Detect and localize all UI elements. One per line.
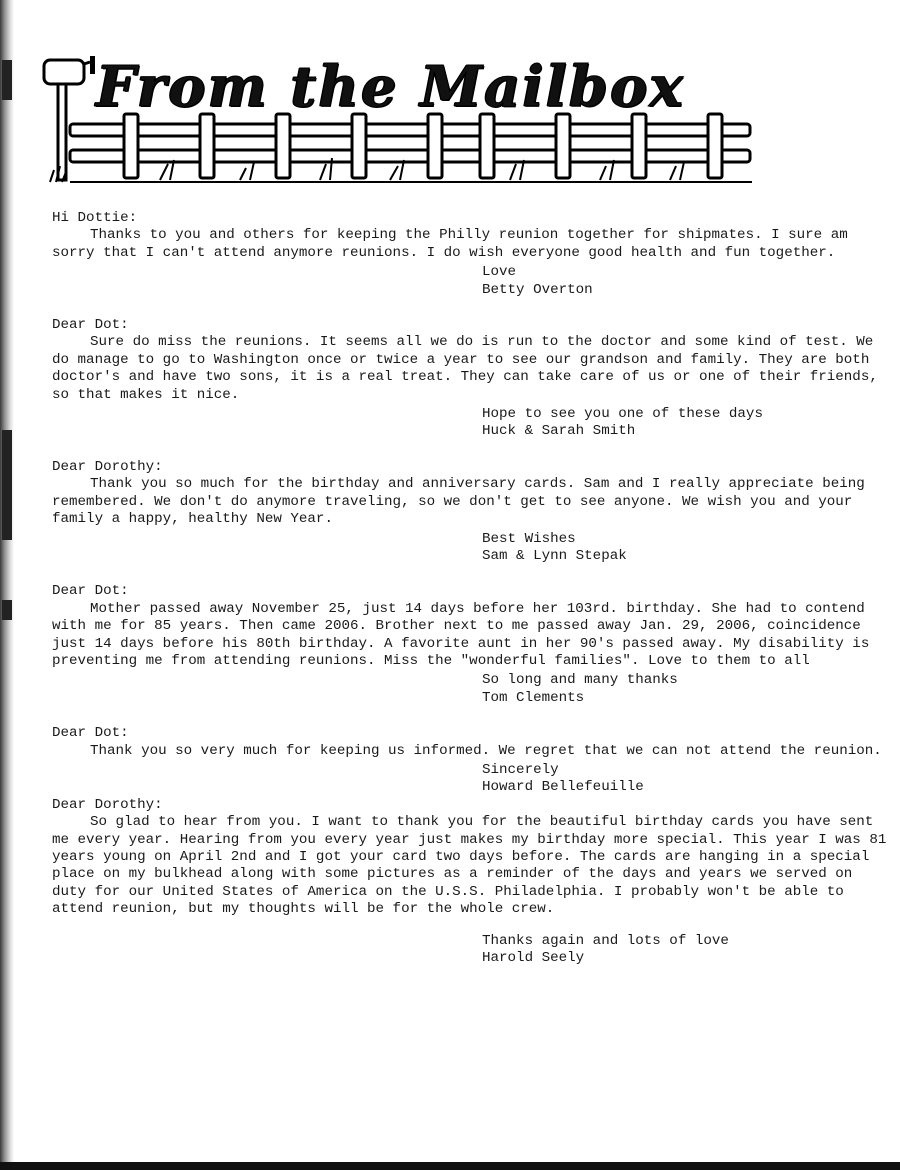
letter-closing-block [482,762,892,797]
letter-salutation: Dear Dorothy: [52,458,163,475]
masthead [40,52,760,192]
letter-salutation: Hi Dottie: [52,210,138,226]
letters-column [52,210,892,967]
letter-signature: Huck & Sarah Smith [482,423,636,440]
binding-mark [2,430,12,540]
letter [52,797,892,968]
letter-closing-block [482,406,892,441]
page-bottom-edge [0,1162,900,1170]
letter-salutation: Dear Dot: [52,317,129,334]
letter-signature: Howard Bellefeuille [482,779,644,796]
letter-body: Thanks to you and others for keeping the Philly reunion together for shipmates. I sure am sorry that I can't attend anymore reunions. I do wish everyone good health and fun together. [52,227,848,261]
binding-mark [2,600,12,620]
letter [52,210,892,299]
letter-body: So glad to hear from you. I want to thank you for the beautiful birthday cards you have sent me every year. Hearing from you every year just makes my birthday more special. This year I was 81 years young on April 2nd and I got your card two days before. The cards are hanging in a special place on my bulkhead along with some pictures as a reminder of the days and years we served on duty for our United States of America on the U.S.S. Philadelphia. I probably won't be able to attend reunion, but my thoughts will be for the whole crew. [52,814,887,918]
letter [52,317,892,441]
page-title: From the Mailbox [96,54,685,120]
letter-closing: Best Wishes [482,530,576,547]
letter [52,725,892,797]
letter-body: Sure do miss the reunions. It seems all we do is run to the doctor and some kind of test. We do manage to go to Washington once or twice a year to see our grandson and family. They are both doctor's and have two sons, it is a real treat. They can take care of us or one of their friends, so that makes it nice. [52,334,878,403]
letter-signature: Betty Overton [482,281,593,298]
letter-closing: Hope to see you one of these days [482,406,763,423]
letter-closing: Love [482,264,517,281]
letter-closing-block [482,264,892,299]
letter [52,459,892,565]
letter-signature: Sam & Lynn Stepak [482,547,627,564]
letter-closing-block [482,672,892,707]
letter-salutation: Dear Dot: [52,583,129,600]
letter-body: Mother passed away November 25, just 14 days before her 103rd. birthday. She had to contend with me for 85 years. Then came 2006. Brother next to me passed away Jan. 29, 2006, coincidence just 14 days before his 80th birthday. A favorite aunt in her 90's passed away. My disability is preventing me from attending reunions. Miss the "wonderful families". Love to them to all [52,600,870,669]
letter-body: Thank you so very much for keeping us informed. We regret that we can not attend the reunion. [90,742,882,759]
letter-signature: Harold Seely [482,950,585,967]
letter-closing: Thanks again and lots of love [482,932,729,949]
binding-mark [2,60,12,100]
letter-closing-block [482,531,892,566]
letter-closing-block [482,933,892,968]
letter-salutation: Dear Dot: [52,725,129,742]
letter-closing: So long and many thanks [482,672,678,689]
letter-closing: Sincerely [482,761,559,778]
letter-signature: Tom Clements [482,689,585,706]
letter-body: Thank you so much for the birthday and anniversary cards. Sam and I really appreciate being remembered. We don't do anymore traveling, so we don't get to see anyone. We wish you and your family a happy, healthy New Year. [52,476,865,528]
binding-edge [0,0,14,1170]
letter-salutation: Dear Dorothy: [52,796,163,813]
letter [52,583,892,707]
